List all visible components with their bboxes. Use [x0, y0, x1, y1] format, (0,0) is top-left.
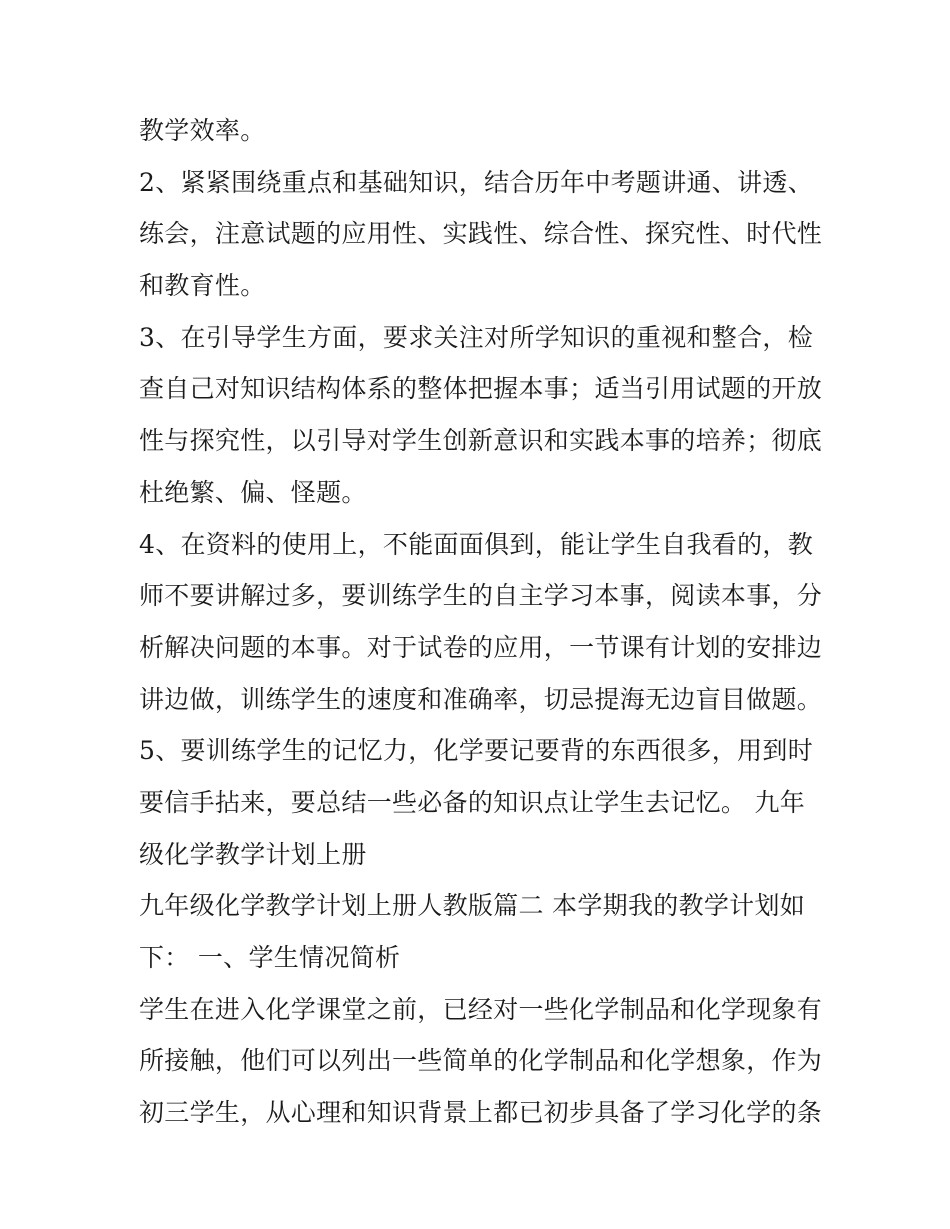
text-line: 学生在进入化学课堂之前，已经对一些化学制品和化学现象有: [139, 994, 823, 1024]
text-line: 九年级化学教学计划上册人教版篇二 本学期我的教学计划如: [139, 891, 806, 921]
text-line: 级化学教学计划上册: [139, 839, 367, 869]
text-line: 练会，注意试题的应用性、实践性、综合性、探究性、时代性: [139, 219, 823, 249]
document-body: [139, 105, 823, 1139]
text-line: 师不要讲解过多，要训练学生的自主学习本事，阅读本事，分: [139, 581, 823, 611]
text-line: 4、在资料的使用上，不能面面俱到，能让学生自我看的，教: [139, 529, 814, 559]
text-line: 杜绝繁、偏、怪题。: [139, 477, 367, 507]
text-line: 教学效率。: [139, 116, 266, 145]
text-line: 所接触，他们可以列出一些简单的化学制品和化学想象，作为: [139, 1046, 823, 1076]
text-line: 和教育性。: [139, 271, 266, 301]
text-line: 查自己对知识结构体系的整体把握本事；适当引用试题的开放: [139, 374, 823, 404]
text-line: 5、要训练学生的记忆力，化学要记要背的东西很多，用到时: [139, 736, 814, 766]
text-line: 要信手拈来，要总结一些必备的知识点让学生去记忆。 九年: [139, 787, 806, 817]
text-line: 析解决问题的本事。对于试卷的应用，一节课有计划的安排边: [139, 632, 823, 662]
text-line: 下： 一、学生情况简析: [139, 943, 401, 972]
text-line: 讲边做，训练学生的速度和准确率，切忌提海无边盲目做题。: [139, 684, 823, 714]
text-line: 2、紧紧围绕重点和基础知识，结合历年中考题讲通、讲透、: [139, 167, 814, 197]
text-line: 3、在引导学生方面，要求关注对所学知识的重视和整合，检: [139, 322, 814, 352]
text-line: 初三学生，从心理和知识背景上都已初步具备了学习化学的条: [139, 1098, 823, 1128]
text-line: 性与探究性，以引导对学生创新意识和实践本事的培养；彻底: [139, 426, 823, 456]
